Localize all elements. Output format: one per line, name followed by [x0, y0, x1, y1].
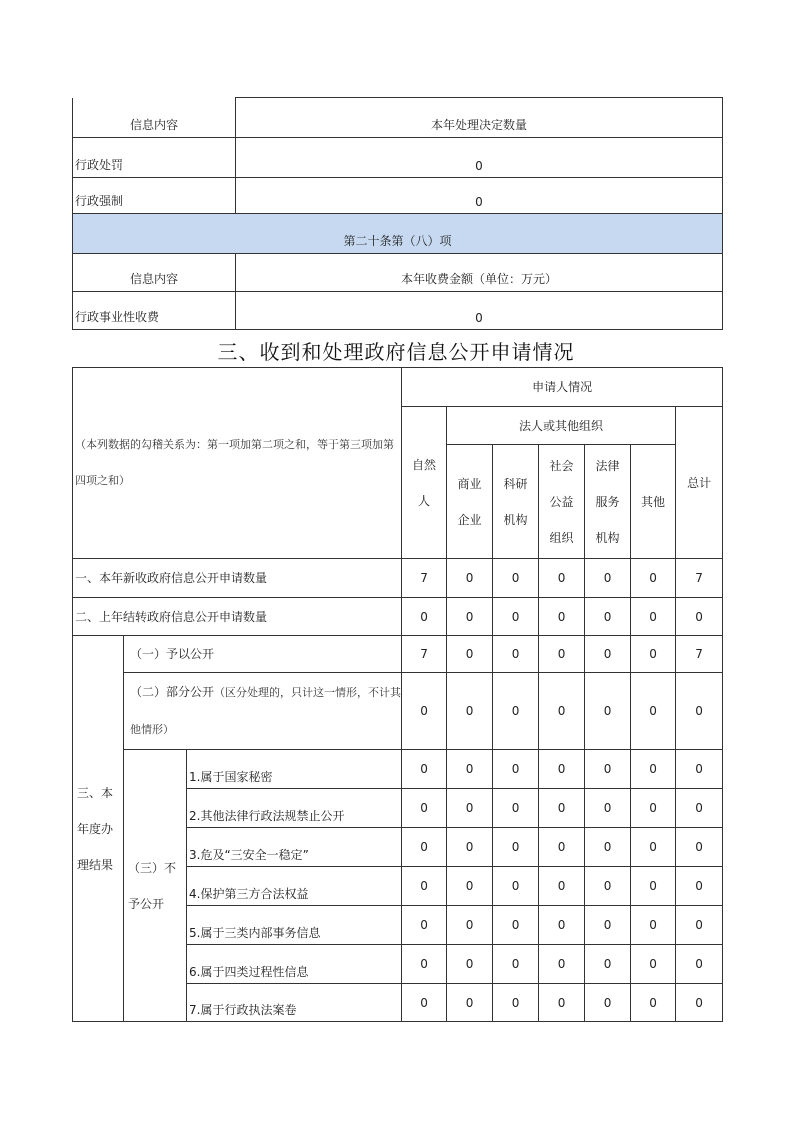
cell: 0 — [493, 636, 539, 673]
cell: 0 — [402, 673, 447, 750]
cell: 0 — [585, 559, 631, 598]
row-label: 2.其他法律行政法规禁止公开 — [187, 789, 402, 828]
org-col-header: 商业企业 — [447, 445, 493, 559]
row-label-main: （二）部分公开 — [130, 685, 215, 699]
not-open-group-label: （三）不予公开 — [124, 750, 187, 1022]
cell: 0 — [676, 984, 723, 1022]
cell: 0 — [676, 828, 723, 867]
cell: 0 — [493, 750, 539, 789]
cell: 0 — [447, 984, 493, 1022]
cell: 7 — [402, 636, 447, 673]
cell: 0 — [493, 945, 539, 984]
row-label: （一）予以公开 — [124, 636, 402, 673]
cell: 0 — [539, 673, 585, 750]
cell: 7 — [676, 559, 723, 598]
org-col-header: 科研机构 — [493, 445, 539, 559]
cell: 0 — [493, 559, 539, 598]
row-label: 4.保护第三方合法权益 — [187, 867, 402, 906]
cell: 0 — [493, 828, 539, 867]
cell: 0 — [539, 828, 585, 867]
cell: 0 — [447, 945, 493, 984]
cell: 0 — [631, 867, 676, 906]
cell: 0 — [631, 750, 676, 789]
row-label: 6.属于四类过程性信息 — [187, 945, 402, 984]
cell: 0 — [447, 750, 493, 789]
result-group-label: 三、本年度办理结果 — [73, 636, 124, 1022]
cell: 0 — [447, 673, 493, 750]
row-label: 二、上年结转政府信息公开申请数量 — [73, 598, 402, 636]
row-value: 0 — [236, 292, 723, 330]
cell: 0 — [539, 789, 585, 828]
cell: 0 — [539, 867, 585, 906]
legal-org-header: 法人或其他组织 — [447, 407, 676, 445]
cell: 0 — [631, 828, 676, 867]
cell: 0 — [493, 906, 539, 945]
cell: 0 — [493, 598, 539, 636]
section-band: 第二十条第（八）项 — [73, 214, 723, 254]
table-row — [73, 559, 723, 598]
cell: 0 — [447, 789, 493, 828]
row-label — [124, 673, 402, 750]
corner-note: （本列数据的勾稽关系为：第一项加第二项之和，等于第三项加第四项之和） — [73, 368, 402, 559]
cell: 0 — [631, 559, 676, 598]
cell: 0 — [493, 673, 539, 750]
cell: 0 — [539, 906, 585, 945]
cell: 0 — [539, 750, 585, 789]
cell: 0 — [539, 559, 585, 598]
cell: 0 — [585, 789, 631, 828]
row-label: 一、本年新收政府信息公开申请数量 — [73, 559, 402, 598]
cell: 0 — [402, 906, 447, 945]
cell: 0 — [539, 984, 585, 1022]
cell: 0 — [676, 673, 723, 750]
cell: 0 — [631, 984, 676, 1022]
cell: 0 — [676, 906, 723, 945]
cell: 0 — [402, 828, 447, 867]
cell: 0 — [447, 636, 493, 673]
cell: 0 — [539, 598, 585, 636]
table-row — [73, 598, 723, 636]
cell: 0 — [493, 789, 539, 828]
row-label: 行政处罚 — [73, 138, 236, 178]
cell: 0 — [631, 945, 676, 984]
org-col-header: 法律服务机构 — [585, 445, 631, 559]
cell: 0 — [539, 636, 585, 673]
cell: 0 — [447, 906, 493, 945]
row-value: 0 — [236, 178, 723, 214]
header-info-content: 信息内容 — [73, 254, 236, 292]
section-title: 三、收到和处理政府信息公开申请情况 — [217, 340, 575, 364]
cell: 0 — [585, 867, 631, 906]
cell: 0 — [447, 559, 493, 598]
cell: 0 — [447, 828, 493, 867]
cell: 0 — [585, 598, 631, 636]
row-label: 7.属于行政执法案卷 — [187, 984, 402, 1022]
cell: 0 — [402, 789, 447, 828]
cell: 0 — [585, 945, 631, 984]
table-row — [73, 636, 723, 673]
cell: 0 — [676, 750, 723, 789]
cell: 7 — [676, 636, 723, 673]
cell: 0 — [585, 984, 631, 1022]
header-info-content: 信息内容 — [73, 98, 236, 138]
cell: 0 — [402, 750, 447, 789]
cell: 0 — [447, 598, 493, 636]
cell: 7 — [402, 559, 447, 598]
row-label: 5.属于三类内部事务信息 — [187, 906, 402, 945]
row-label: 行政强制 — [73, 178, 236, 214]
row-value: 0 — [236, 138, 723, 178]
row-label: 行政事业性收费 — [73, 292, 236, 330]
org-col-header: 其他 — [631, 445, 676, 559]
cell: 0 — [676, 945, 723, 984]
cell: 0 — [676, 598, 723, 636]
row-label: 3.危及“三安全一稳定” — [187, 828, 402, 867]
cell: 0 — [585, 673, 631, 750]
cell: 0 — [631, 789, 676, 828]
cell: 0 — [585, 750, 631, 789]
cell: 0 — [402, 984, 447, 1022]
cell: 0 — [631, 906, 676, 945]
cell: 0 — [493, 867, 539, 906]
cell: 0 — [676, 867, 723, 906]
header-decision-count: 本年处理决定数量 — [236, 98, 723, 138]
row-label-note: （区分处理的，只计这一情形，不计其他情形） — [130, 686, 402, 736]
table-row — [73, 750, 723, 789]
cell: 0 — [631, 598, 676, 636]
cell: 0 — [402, 867, 447, 906]
disclosure-requests-table — [72, 367, 723, 1022]
natural-person-header: 自然人 — [402, 407, 447, 559]
applicant-header: 申请人情况 — [402, 368, 723, 407]
header-fee-amount: 本年收费金额（单位：万元） — [236, 254, 723, 292]
cell: 0 — [585, 636, 631, 673]
cell: 0 — [631, 673, 676, 750]
cell: 0 — [402, 945, 447, 984]
cell: 0 — [676, 789, 723, 828]
total-header: 总计 — [676, 407, 723, 559]
org-col-header: 社会公益组织 — [539, 445, 585, 559]
cell: 0 — [493, 984, 539, 1022]
admin-actions-table — [72, 97, 723, 330]
cell: 0 — [631, 636, 676, 673]
table-row — [73, 673, 723, 750]
row-label: 1.属于国家秘密 — [187, 750, 402, 789]
cell: 0 — [539, 945, 585, 984]
cell: 0 — [447, 867, 493, 906]
cell: 0 — [585, 906, 631, 945]
cell: 0 — [402, 598, 447, 636]
cell: 0 — [585, 828, 631, 867]
